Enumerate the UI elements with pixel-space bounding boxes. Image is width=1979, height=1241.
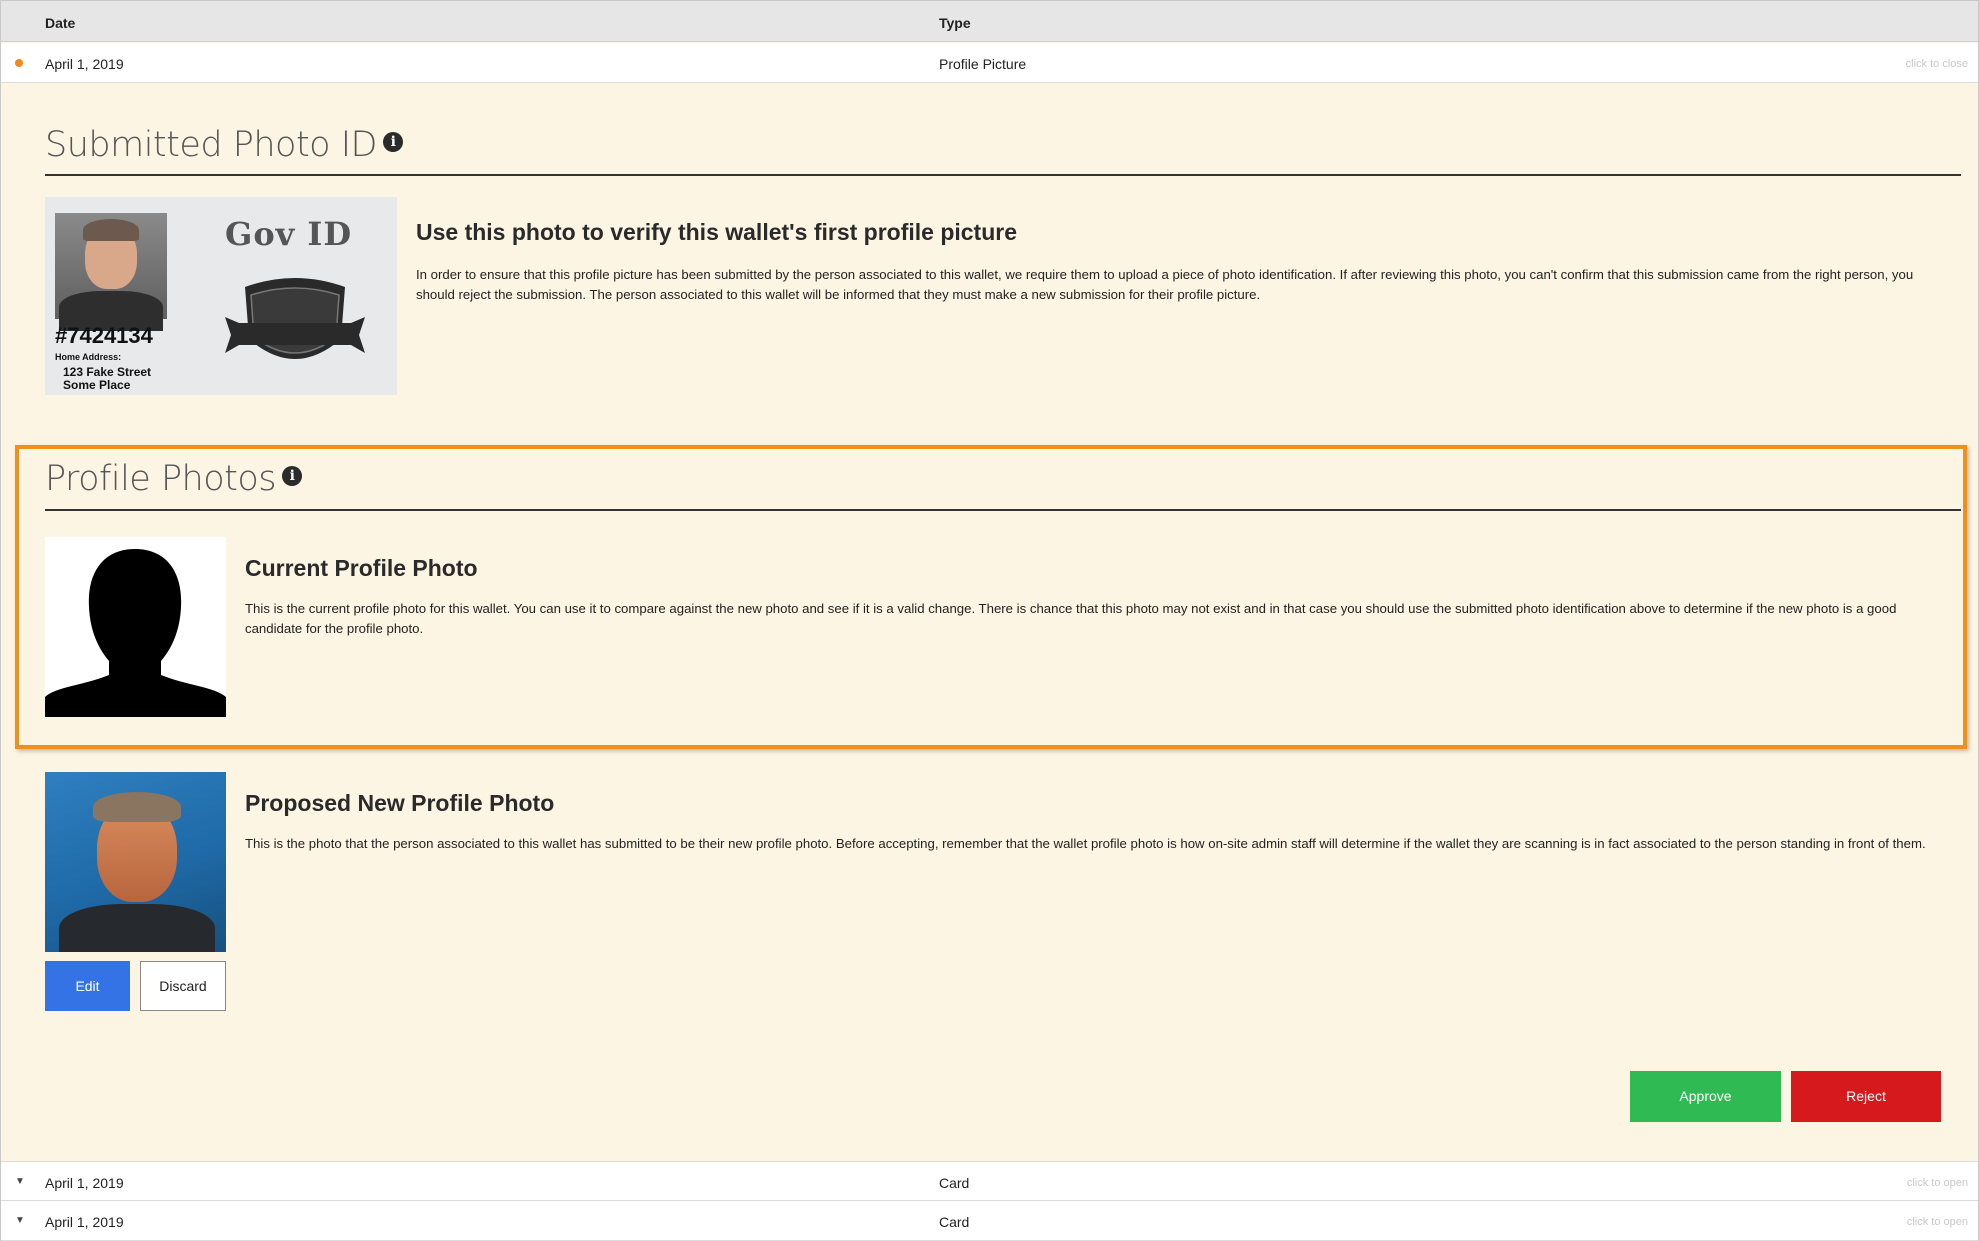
table-row-expanded[interactable]: [1, 43, 1978, 83]
row-hint: click to close: [1905, 58, 1968, 70]
row-hint: click to open: [1906, 1216, 1968, 1228]
row-hint: click to open: [1906, 1177, 1968, 1189]
row-type: Profile Picture: [939, 56, 1027, 72]
section-title-photo-id: Submitted Photo ID i: [45, 125, 403, 165]
section-divider: [45, 509, 1961, 511]
table-row[interactable]: [1, 1201, 1978, 1241]
section-divider: [45, 174, 1961, 176]
row-date: April 1, 2019: [45, 56, 124, 72]
current-photo-description: This is the current profile photo for this wallet. You can use it to compare against the new photo and see if it is a valid change. There is chance that this photo may not exist and in that case you should use the submitted photo identification above to determine if the new photo is a good candidate for the profile photo.: [245, 601, 1897, 636]
photo-id-heading: Use this photo to verify this wallet's first profile picture: [416, 219, 1018, 245]
id-number: #7424134: [55, 323, 153, 348]
proposed-profile-photo: [45, 772, 226, 952]
highlight-frame: [15, 445, 1967, 749]
info-icon[interactable]: i: [383, 132, 403, 152]
table-header: [1, 1, 1978, 42]
table-row[interactable]: [1, 1161, 1978, 1201]
id-address-label: Home Address:: [55, 352, 122, 362]
column-header-date: Date: [45, 15, 76, 31]
column-header-type: Type: [939, 15, 971, 31]
info-icon[interactable]: i: [282, 466, 302, 486]
gov-id-image: [45, 197, 397, 395]
expand-arrow-icon: ▼: [15, 1215, 25, 1226]
expand-arrow-icon: ▼: [15, 1176, 25, 1187]
row-type: Card: [939, 1214, 970, 1230]
photo-id-description: In order to ensure that this profile picture has been submitted by the person associated to this wallet, we require them to upload a piece of photo identification. If after reviewing this photo, you can't confirm that this submission came from the right person, you should reject the submission. The person associated to this wallet will be informed that they must make a new submission for their profile picture.: [416, 267, 1914, 302]
discard-button[interactable]: Discard: [140, 961, 226, 1011]
id-address-line2: Some Place: [63, 378, 131, 392]
section-title-profile-photos: Profile Photos i: [45, 459, 302, 499]
id-card-title: Gov ID: [225, 215, 353, 253]
shield-emblem-icon: [225, 275, 365, 377]
id-portrait: [55, 213, 167, 319]
status-dot-icon: [15, 59, 23, 67]
row-type: Card: [939, 1175, 970, 1191]
id-address-line1: 123 Fake Street: [63, 365, 152, 379]
current-profile-photo: [45, 537, 226, 717]
edit-button[interactable]: Edit: [45, 961, 130, 1011]
row-date: April 1, 2019: [45, 1214, 124, 1230]
approve-button[interactable]: Approve: [1630, 1071, 1781, 1122]
proposed-photo-heading: Proposed New Profile Photo: [245, 790, 555, 816]
current-photo-heading: Current Profile Photo: [245, 555, 478, 581]
proposed-photo-description: This is the photo that the person associated to this wallet has submitted to be their new profile photo. Before accepting, remember that the wallet profile photo is how on-site admin staff will determine if the wallet they are scanning is in fact associated to the person standing in front of them.: [245, 836, 1926, 851]
person-silhouette-icon: [45, 537, 226, 717]
row-date: April 1, 2019: [45, 1175, 124, 1191]
reject-button[interactable]: Reject: [1791, 1071, 1941, 1122]
